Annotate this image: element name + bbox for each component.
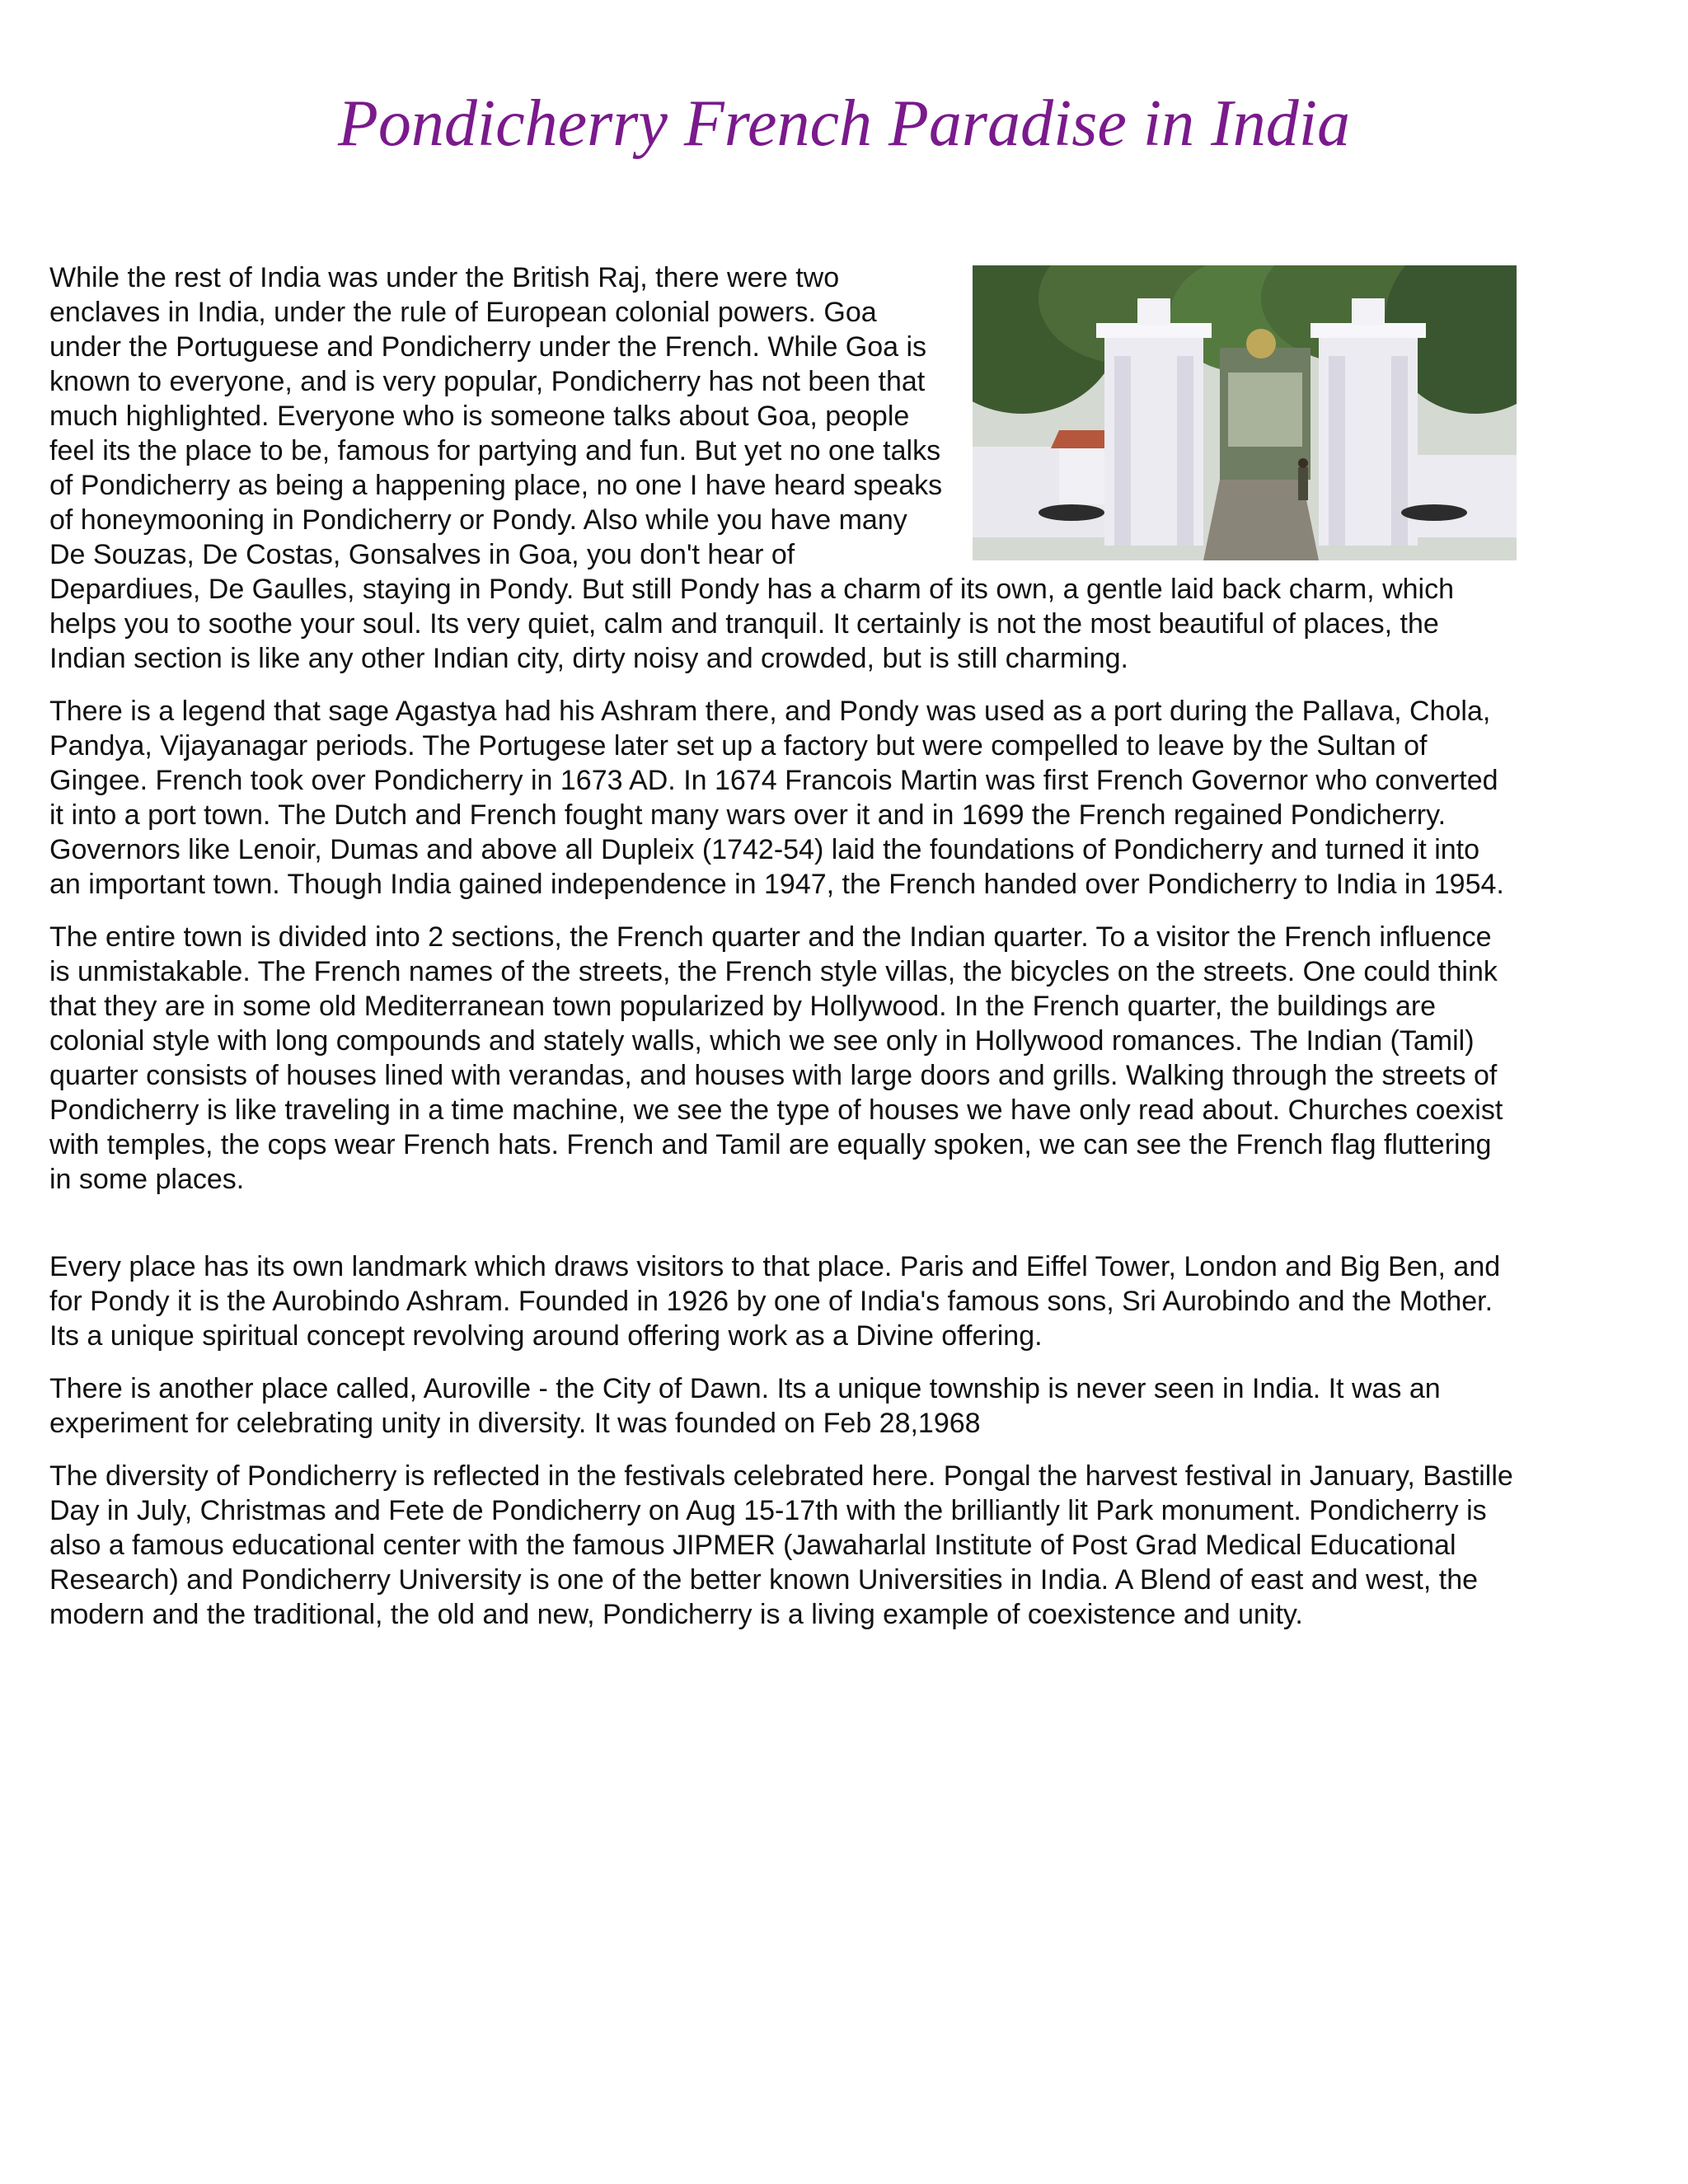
gate-photo-drawing bbox=[973, 265, 1517, 560]
page-title: Pondicherry French Paradise in India bbox=[338, 87, 1350, 160]
paragraph-4: Every place has its own landmark which draws visitors to that place. Paris and Eiffel Tower, London and Big Ben, and for Pondy it is the Aurobindo Ashram. Founded in 1926 by one of India's famous sons, Sri Aurobindo and the Mother. Its a unique spiritual concept revolving around offering work as a Divine offering. bbox=[49, 1251, 1501, 1352]
paragraph-6: The diversity of Pondicherry is reflected in the festivals celebrated here. Pongal the harvest festival in January, Bastille Day in July, Christmas and Fete de Pondicherry on Aug 15-17th with the brilliantly lit Park monument. Pondicherry is also a famous educational center with the famous JIPMER (Jawaharlal Institute of Post Grad Medical Educational Research) and Pondicherry University is one of the better known Universities in India. A Blend of east and west, the modern and the traditional, the old and new, Pondicherry is a living example of coexistence and unity. bbox=[49, 1460, 1513, 1630]
article-body bbox=[49, 260, 1517, 1650]
paragraph-5: There is another place called, Auroville - the City of Dawn. Its a unique township is never seen in India. It was an experiment for celebrating unity in diversity. It was founded on Feb 28,1968 bbox=[49, 1373, 1441, 1439]
paragraph-3: The entire town is divided into 2 sections, the French quarter and the Indian quarter. To a visitor the French influence is unmistakable. The French names of the streets, the French style villas, the bicycles on the streets. One could think that they are in some old Mediterranean town popularized by Hollywood. In the French quarter, the buildings are colonial style with long compounds and stately walls, which we see only in Hollywood romances. The Indian (Tamil) quarter consists of houses lined with verandas, and houses with large doors and grills. Walking through the streets of Pondicherry is like traveling in a time machine, we see the type of houses we have only read about. Churches coexist with temples, the cops wear French hats. French and Tamil are equally spoken, we can see the French flag fluttering in some places. bbox=[49, 921, 1503, 1195]
paragraph-1: While the rest of India was under the British Raj, there were two enclaves in India, under the rule of European colonial powers. Goa under the Portuguese and Pondicherry under the French. While Goa is known to everyone, and is very popular, Pondicherry has not been that much highlighted. Everyone who is someone talks about Goa, people feel its the place to be, famous for partying and fun. But yet no one talks of Pondicherry as being a happening place, no one I have heard speaks of honeymooning in Pondicherry or Pondy. Also while you have many De Souzas, De Costas, Gonsalves in Goa, you don't hear of Depardiues, De Gaulles, staying in Pondy. But still Pondy has a charm of its own, a gentle laid back charm, which helps you to soothe your soul. Its very quiet, calm and tranquil. It certainly is not the most beautiful of places, the Indian section is like any other Indian city, dirty noisy and crowded, but is still charming. bbox=[49, 262, 1455, 674]
paragraph-2: There is a legend that sage Agastya had his Ashram there, and Pondy was used as a port during the Pallava, Chola, Pandya, Vijayanagar periods. The Portugese later set up a factory but were compelled to leave by the Sultan of Gingee. French took over Pondicherry in 1673 AD. In 1674 Francois Martin was first French Governor who converted it into a port town. The Dutch and French fought many wars over it and in 1699 the French regained Pondicherry. Governors like Lenoir, Dumas and above all Dupleix (1742-54) laid the foundations of Pondicherry and turned it into an important town. Though India gained independence in 1947, the French handed over Pondicherry to India in 1954. bbox=[49, 696, 1504, 900]
gate-photo-icon bbox=[973, 265, 1517, 560]
